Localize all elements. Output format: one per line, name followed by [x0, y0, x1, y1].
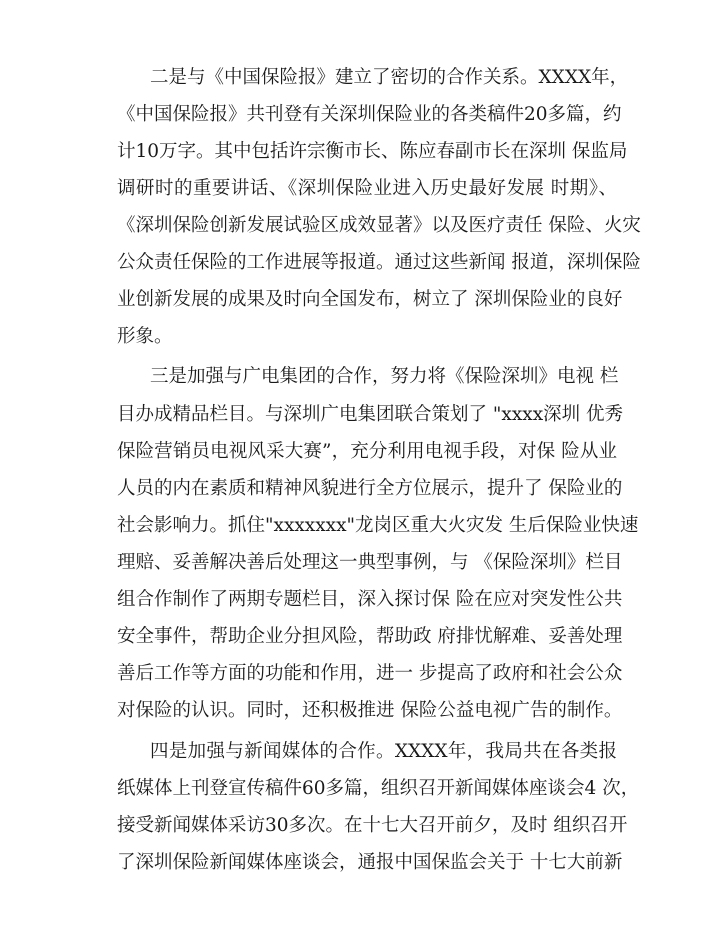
text-line: 了深圳保险新闻媒体座谈会，通报中国保监会关于 十七大前新 [117, 852, 623, 873]
text-line: 善后工作等方面的功能和作用，进一 步提高了政府和社会公众 [117, 663, 623, 684]
text-line: 安全事件，帮助企业分担风险，帮助政 府排忧解难、妥善处理 [117, 626, 623, 647]
text-line: 对保险的认识。同时，还积极推进 保险公益电视广告的制作。 [117, 700, 623, 721]
text-line: 二是与《中国保险报》建立了密切的合作关系。XXXX年， [150, 67, 629, 88]
text-line: 组合作制作了两期专题栏目，深入探讨保 险在应对突发性公共 [117, 589, 623, 610]
text-line: 调研时的重要讲话、《深圳保险业进入历史最好发展 时期》、 [117, 178, 617, 199]
text-line: 人员的内在素质和精神风貌进行全方位展示，提升了 保险业的 [117, 478, 623, 499]
text-line: 计10万字。其中包括许宗衡市长、陈应春副市长在深圳 保监局 [117, 141, 628, 162]
text-line: 四是加强与新闻媒体的合作。XXXX年，我局共在各类报 [150, 741, 617, 762]
text-line: 纸媒体上刊登宣传稿件60多篇，组织召开新闻媒体座谈会4 次， [117, 778, 640, 799]
text-line: 形象。 [117, 326, 173, 347]
text-line: 社会影响力。抓住"xxxxxxx"龙岗区重大火灾发 生后保险业快速 [117, 515, 639, 536]
text-line: 三是加强与广电集团的合作，努力将《保险深圳》电视 栏 [150, 366, 619, 387]
text-line: 业创新发展的成果及时向全国发布，树立了 深圳保险业的良好 [117, 289, 623, 310]
text-line: 《中国保险报》共刊登有关深圳保险业的各类稿件20多篇，约 [117, 104, 622, 125]
text-line: 接受新闻媒体采访30多次。在十七大召开前夕，及时 组织召开 [117, 815, 628, 836]
text-line: 公众责任保险的工作进展等报道。通过这些新闻 报道，深圳保险 [117, 252, 641, 273]
text-line: 《深圳保险创新发展试验区成效显著》以及医疗责任 保险、火灾 [117, 215, 641, 236]
text-line: 保险营销员电视风采大赛”，充分利用电视手段，对保 险从业 [117, 441, 617, 462]
text-line: 目办成精品栏目。与深圳广电集团联合策划了 "xxxx深圳 优秀 [117, 404, 624, 425]
text-line: 理赔、妥善解决善后处理这一典型事例，与 《保险深圳》栏目 [117, 552, 623, 573]
